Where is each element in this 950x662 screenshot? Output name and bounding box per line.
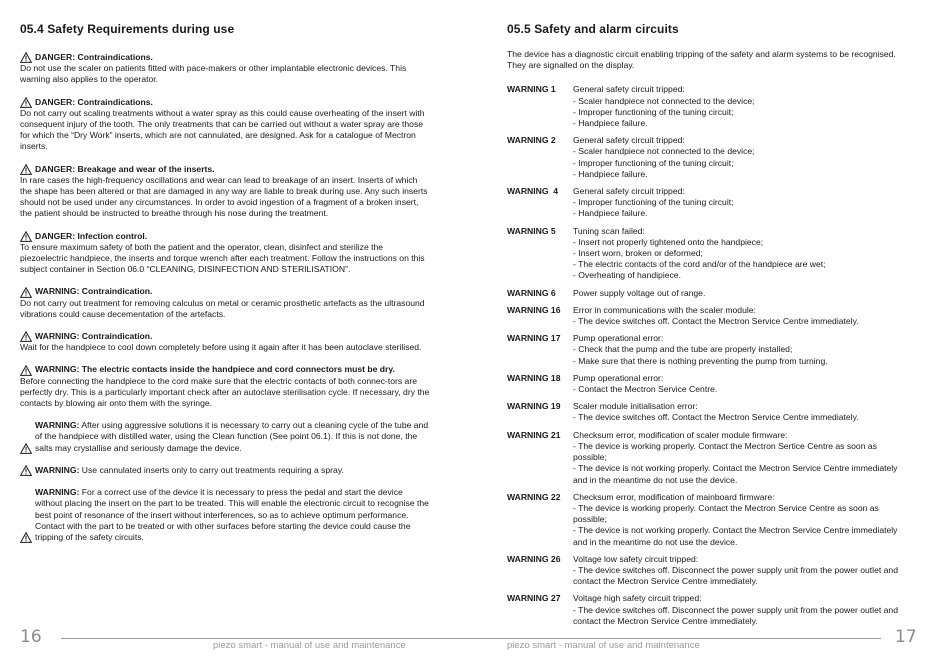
warning-entry <box>507 305 911 327</box>
notice-heading <box>20 331 430 342</box>
section-intro: The device has a diagnostic circuit enabling tripping of the safety and alarm systems to be recognised. They are signalled on the display. <box>507 49 896 71</box>
warning-entry <box>507 401 911 423</box>
warning-description <box>573 492 911 548</box>
notice-label: DANGER: Contraindications. <box>35 52 153 62</box>
section-title-05-4: 05.4 Safety Requirements during use <box>20 22 235 36</box>
warning-line: - Contact the Mectron Service Centre. <box>573 384 718 395</box>
left-page-column <box>20 0 430 554</box>
notice-heading-text <box>35 465 344 476</box>
notice-heading-text <box>35 487 430 543</box>
warning-description <box>573 373 911 395</box>
notice-text: Do not use the scaler on patients fitted with pace-makers or other implantable electronic devices. This warning also applies to the operator. <box>20 63 407 85</box>
notice-label: WARNING: The electric contacts inside the handpiece and cord connectors must be dry. <box>35 364 395 375</box>
warning-entry <box>507 135 911 180</box>
warning-code: WARNING 5 <box>507 225 556 236</box>
safety-notice <box>20 97 430 153</box>
section-title-05-5: 05.5 Safety and alarm circuits <box>507 22 679 36</box>
notice-heading-text <box>35 97 153 108</box>
notice-label: DANGER: Breakage and wear of the inserts. <box>35 163 215 174</box>
warning-line: Checksum error, modification of mainboard firmware: <box>573 491 775 502</box>
warning-code: WARNING 19 <box>507 401 561 412</box>
warning-code: WARNING 18 <box>507 372 561 383</box>
notice-text: Use cannulated inserts only to carry out treatments requiring a spray. <box>79 464 344 475</box>
notice-text: Do not carry out scaling treatments without a water spray as this could cause overheating of the insert with consequent injury of the tooth. The only treatments that can be carried out without a water spray are those for which the “Dry Work” inserts, which are not cannulated, are designed. Ask for a catalogue of Mectron inserts. <box>20 107 425 152</box>
warning-entry <box>507 373 911 395</box>
footer-text-left: piezo smart - manual of use and maintenance <box>213 640 406 651</box>
warning-line: - Improper functioning of the tuning circuit; <box>573 106 734 117</box>
warning-line: Power supply voltage out of range. <box>573 287 706 298</box>
warning-code: WARNING 22 <box>507 491 561 502</box>
safety-notice <box>20 331 430 353</box>
warning-line: - The device switches off. Disconnect the power supply unit from the power outlet and contact the Mectron Service Centre immediately. <box>573 604 898 626</box>
safety-notice <box>20 420 430 454</box>
warning-line: Voltage high safety circuit tripped: <box>573 593 702 604</box>
safety-requirements-list <box>20 52 430 543</box>
safety-notice <box>20 164 430 220</box>
warning-line: - Insert worn, broken or deformed; <box>573 248 703 259</box>
notice-text: In rare cases the high-frequency oscillations and wear can lead to breakage of an insert. Inserts of which the shape has been altered or that are damaged in any way are liable to break during use. Any such inserts should not be used under any circumstances. In order to avoid ingestion of a fragment of a broken insert, the patient should be instructed to breathe through his nose during the treatment. <box>20 174 428 219</box>
warning-code: WARNING 4 <box>507 186 559 197</box>
warning-line: Tuning scan failed: <box>573 225 645 236</box>
notice-text: Do not carry out treatment for removing calculus on metal or ceramic prosthetic artefacts as the ultrasound vibrations could cause decementation of the artefacts. <box>20 297 425 319</box>
warning-line: Pump operational error: <box>573 333 664 344</box>
warning-line: Scaler module initialisation error: <box>573 401 698 412</box>
warning-line: - The device switches off. Disconnect the power supply unit from the power outlet and contact the Mectron Service Centre immediately. <box>573 564 898 587</box>
warning-line: - Handpiece failure. <box>573 208 648 219</box>
notice-label: WARNING: Contraindication. <box>35 286 153 297</box>
warning-code: WARNING 16 <box>507 304 561 315</box>
notice-label: WARNING: Contraindication. <box>35 331 153 342</box>
warning-entry <box>507 430 911 486</box>
warning-line: General safety circuit tripped: <box>573 186 685 197</box>
warning-line: - Handpiece failure. <box>573 118 648 129</box>
notice-heading <box>20 364 430 375</box>
warning-triangle-icon <box>20 231 32 242</box>
warning-codes-list <box>507 84 911 627</box>
warning-line: - Improper functioning of the tuning circuit; <box>573 157 734 168</box>
warning-entry <box>507 288 911 299</box>
notice-heading <box>20 164 430 175</box>
safety-notice <box>20 52 430 86</box>
warning-line: - Make sure that there is nothing preventing the pump from turning. <box>573 355 828 366</box>
warning-entry <box>507 333 911 367</box>
notice-text: Before connecting the handpiece to the cord make sure that the electric contacts of both connec-tors are perfectly dry. This is a particularly important check after an autoclave sterilisation cycle. If necessary, dry the contacts by blowing air onto them with the syringe. <box>20 375 430 409</box>
footer-rule <box>61 638 881 639</box>
warning-line: - Insert not properly tightened onto the handpiece; <box>573 236 764 247</box>
notice-heading <box>20 420 430 454</box>
notice-text: Wait for the handpiece to cool down completely before using it again after it has been autoclave sterilised. <box>20 342 422 353</box>
warning-code: WARNING 27 <box>507 593 561 604</box>
warning-triangle-icon <box>20 97 32 108</box>
footer-text-right: piezo smart - manual of use and maintenance <box>507 640 700 651</box>
warning-line: Checksum error, modification of scaler module firmware: <box>573 429 788 440</box>
warning-entry <box>507 554 911 588</box>
warning-triangle-icon <box>20 52 32 63</box>
warning-code: WARNING 6 <box>507 287 556 298</box>
notice-heading <box>20 487 430 543</box>
warning-line: Voltage low safety circuit tripped: <box>573 553 699 564</box>
notice-text: For a correct use of the device it is necessary to press the pedal and start the device without placing the insert on the part to be treated. This will enable the electronic circuit to recognise the best point of resonance of the insert without interferences, so as to achieve optimum performance. Contact with the part to be treated or with other surfaces before starting the device could cause the tripping of the safety circuits. <box>35 487 429 542</box>
safety-notice <box>20 286 430 320</box>
page-number-left: 16 <box>20 627 42 647</box>
notice-label: WARNING: <box>35 420 80 431</box>
warning-description <box>573 84 911 129</box>
warning-line: - The device is working properly. Contact the Mectron Sertice Centre as soon as possible; <box>573 440 877 463</box>
warning-description <box>573 333 911 367</box>
warning-description <box>573 305 911 327</box>
warning-description <box>573 288 911 299</box>
notice-heading-text <box>35 164 215 175</box>
notice-heading <box>20 97 430 108</box>
safety-notice <box>20 487 430 543</box>
notice-heading <box>20 286 430 297</box>
warning-line: - The device switches off. Contact the Mectron Service Centre immediately. <box>573 316 859 327</box>
notice-heading-text <box>35 286 152 297</box>
warning-triangle-icon <box>20 365 32 376</box>
notice-label: DANGER: Contraindications. <box>35 96 153 107</box>
warning-line: - Improper functioning of the tuning circuit; <box>573 197 734 208</box>
notice-heading-text <box>35 364 395 375</box>
warning-line: - The electric contacts of the cord and/or of the handpiece are wet; <box>573 259 826 270</box>
warning-line: General safety circuit tripped: <box>573 84 685 95</box>
notice-text: After using aggressive solutions it is necessary to carry out a cleaning cycle of the tube and of the handpiece with distilled water, using the Clean function (See point 06.1). If this is not done, the salts may crystallise and seriously damage the device. <box>35 420 429 453</box>
warning-entry <box>507 492 911 548</box>
warning-code: WARNING 26 <box>507 553 561 564</box>
safety-notice <box>20 364 430 409</box>
warning-description <box>573 186 911 220</box>
notice-label: WARNING: <box>35 464 80 475</box>
notice-heading <box>20 52 430 63</box>
warning-line: - The device switches off. Contact the Mectron Service Centre immediately. <box>573 412 859 423</box>
right-page-column <box>507 0 911 633</box>
safety-notice <box>20 465 430 476</box>
warning-triangle-icon <box>20 465 32 476</box>
warning-triangle-icon <box>20 164 32 175</box>
warning-description <box>573 430 911 486</box>
warning-line: General safety circuit tripped: <box>573 135 685 146</box>
warning-description <box>573 554 911 588</box>
warning-triangle-icon <box>20 331 32 342</box>
notice-label: WARNING: <box>35 487 80 498</box>
warning-line: - Scaler handpiece not connected to the device; <box>573 146 755 157</box>
warning-description <box>573 401 911 423</box>
warning-line: Error in communications with the scaler module: <box>573 304 756 315</box>
warning-line: - The device is working properly. Contact the Mectron Service Centre as soon as possible; <box>573 502 879 525</box>
warning-line: - Overheating of handipiece. <box>573 270 681 281</box>
page-number-right: 17 <box>895 627 917 647</box>
warning-entry <box>507 84 911 129</box>
warning-line: - The device is not working properly. Contact the Mectron Service Centre immediately and in the meantime do not use the device. <box>573 463 898 485</box>
warning-code: WARNING 1 <box>507 84 556 95</box>
notice-text: To ensure maximum safety of both the patient and the operator, clean, disinfect and sterilize the piezoelectric handpiece, the inserts and torque wrench after each treatment. Follow the instructions on this subject container in Section 06.0 “CLEANING, DISINFECTION AND STERILISATION”. <box>20 241 425 275</box>
warning-code: WARNING 2 <box>507 135 556 146</box>
warning-line: - The device is not working properly. Contact the Mectron Service Centre immediately and in the meantime do not use the device. <box>573 525 898 547</box>
warning-triangle-icon <box>20 532 32 543</box>
notice-heading <box>20 231 430 242</box>
notice-heading-text <box>35 52 153 63</box>
warning-code: WARNING 17 <box>507 333 561 344</box>
notice-label: DANGER: Infection control. <box>35 230 148 241</box>
warning-entry <box>507 593 911 627</box>
warning-line: - Check that the pump and the tube are properly installed; <box>573 344 793 355</box>
warning-triangle-icon <box>20 443 32 454</box>
warning-description <box>573 593 911 627</box>
warning-line: - Scaler handpiece not connected to the device; <box>573 95 755 106</box>
warning-entry <box>507 186 911 220</box>
notice-heading-text <box>35 231 147 242</box>
warning-description <box>573 135 911 180</box>
warning-code: WARNING 21 <box>507 429 561 440</box>
warning-line: - Handpiece failure. <box>573 168 648 179</box>
warning-triangle-icon <box>20 287 32 298</box>
notice-heading <box>20 465 430 476</box>
warning-line: Pump operational error: <box>573 372 664 383</box>
notice-heading-text <box>35 420 430 454</box>
notice-heading-text <box>35 331 152 342</box>
safety-notice <box>20 231 430 276</box>
warning-entry <box>507 226 911 282</box>
warning-description <box>573 226 911 282</box>
